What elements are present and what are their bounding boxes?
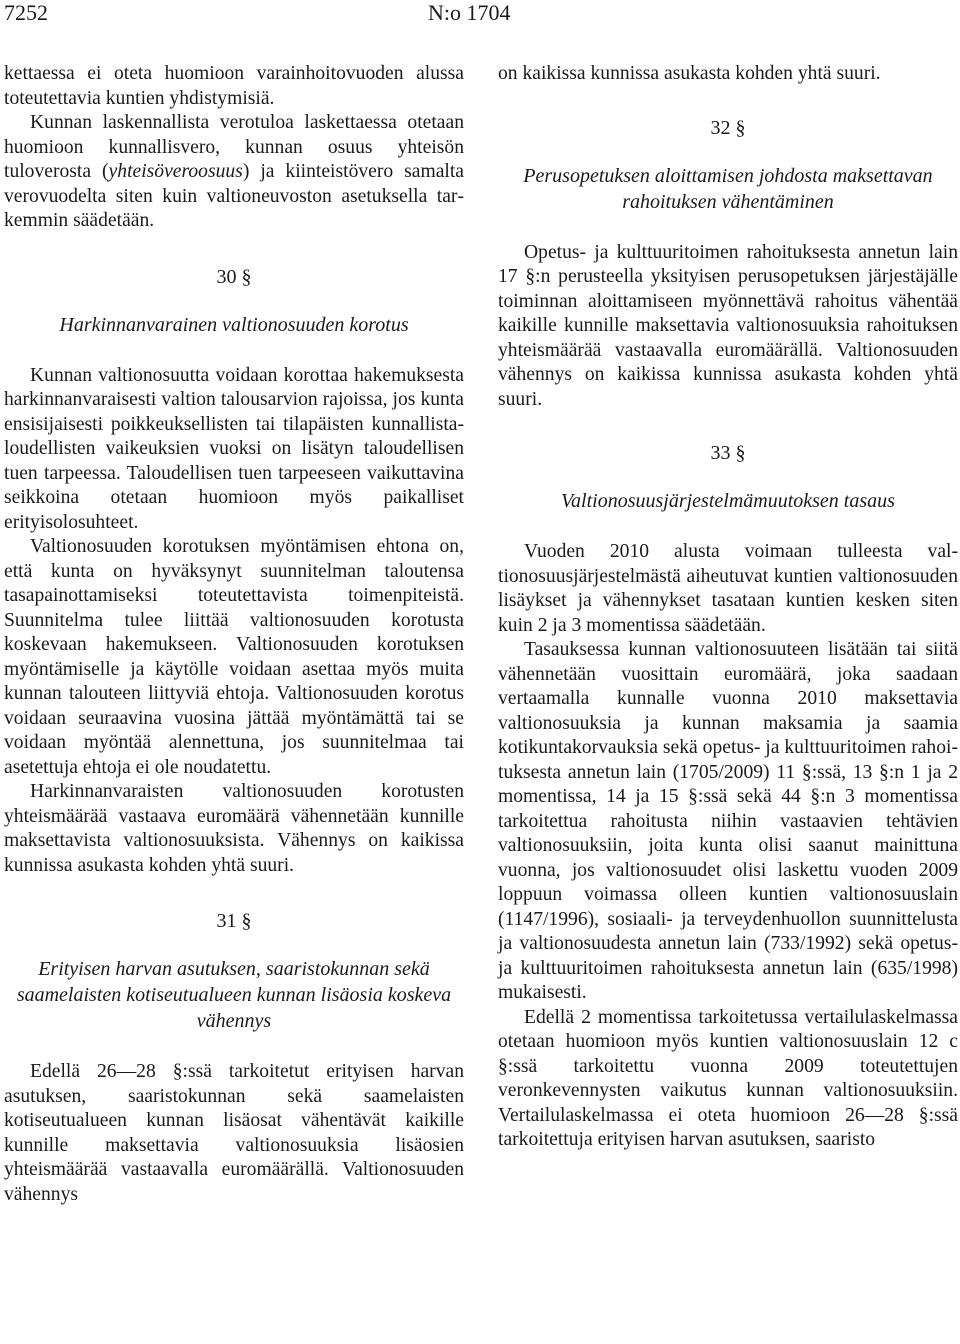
paragraph-text: ) ja kiinteistövero samalta verovuodelta siten kuin valtioneuvoston asetuksella tarkemmin säädetään.: [4, 161, 464, 231]
section-31-number: 31 §: [216, 910, 252, 932]
section-31-title: Erityisen harvan asutuksen, saaristokunnan sekä saamelaisten kotiseutualueen kunnan lisäosia koskeva vähennys: [16, 958, 452, 1032]
paragraph-tax-base: [4, 111, 464, 234]
left-column: [4, 62, 464, 1207]
page-header: [0, 0, 960, 26]
section-30-paragraph-3: Harkinnanvaraisten valtionosuuden korotusten yhteismäärää vastaava euromäärä vähennetään kunnille maksettavista valtionosuuksista. Vähennys on kaikissa kunnissa asukasta kohden yhtä suuri.: [4, 781, 464, 876]
italic-term: yhteisöveroosuus: [108, 161, 243, 182]
section-30-paragraph-1: Kunnan valtionosuutta voidaan korottaa hakemuksesta harkinnanvaraisesti valtion talousarvion rajoissa, jos kunta ensisijaisesti poikkeuksellisten tai tilapäisten kunnallistaloudellisten vaikeuksien vuoksi on lisätyn taloudellisen tuen tarpeessa. Taloudellisen tuen tarpeeseen vaikuttavina seikkoina otetaan huomioon myös paikalliset erityisolosuhteet.: [4, 364, 464, 533]
section-32-paragraph-1: Opetus- ja kulttuuritoimen rahoituksesta annetun lain 17 §:n perusteella yksityisen perusopetuksen järjestäjälle toiminnan aloittamiseen myönnettävä rahoitus vähentää kaikille kunnille maksettavia valtionosuuksia rahoituksen yhteismäärää vastaavalla euromäärällä. Valtionosuuden vähennys on kaikissa kunnissa asukasta kohden yhtä suuri.: [498, 241, 958, 410]
section-32-number: 32 §: [710, 116, 746, 139]
section-30-number: 30 §: [216, 265, 252, 288]
section-33-paragraph-3: Edellä 2 momentissa tarkoitetussa vertailulaskelmassa otetaan huomioon myös kuntien valtionosuuslain 12 c §:ssä tarkoitettu vuonna 2009 toteutettujen veronkevennysten vaikutus kunnan valtionosuuksiin. Vertailulaskelmassa ei oteta huomioon 26—28 §:ssä tarkoitettuja erityisen harvan asutuksen, saaristo: [498, 1006, 958, 1150]
section-33-number: 33 §: [710, 442, 746, 464]
section-30-paragraph-2: Valtionosuuden korotuksen myöntämisen ehtona on, että kunta on hyväksynyt suunnitelman taloutensa tasapainottamiseksi toteutettavista toimenpiteistä. Suunnitelma tulee liittää valtionosuuden korotusta koskevaan hakemukseen. Valtionosuuden korotuksen myöntämiselle ja käytölle voidaan asettaa myös muita kunnan talouteen liittyviä ehtoja. Valtionosuuden korotus voidaan seuraavina vuosina jättää myöntämättä tai se voidaan myöntää alennettuna, jos suunnitelmaa tai asetettuja ehtoja ei ole noudatettu.: [4, 536, 464, 778]
paragraph-continued: kettaessa ei oteta huomioon varainhoitovuoden alussa toteutettavia kuntien yhdistymisiä.: [4, 63, 464, 109]
section-32-title: Perusopetuksen aloittamisen johdosta maksettavan rahoituksen vähentäminen: [523, 164, 933, 213]
paragraph-continued: on kaikissa kunnissa asukasta kohden yhtä suuri.: [498, 63, 881, 84]
document-number: N:o 1704: [428, 0, 511, 25]
section-31-paragraph-1: Edellä 26—28 §:ssä tarkoitetut erityisen harvan asutuksen, saaristokunnan sekä saamelaisten kotiseutualueen kunnan lisäosat vähentävät kaikille kunnille maksettavia valtionosuuksia lisäosien yhteismäärää vastaavalla euromäärällä. Valtionosuuden vähennys: [4, 1061, 464, 1205]
section-30-title: Harkinnanvarainen valtionosuuden korotus: [59, 313, 409, 336]
section-33-paragraph-1: Vuoden 2010 alusta voimaan tulleesta valtionosuusjärjestelmästä aiheutuvat kuntien valtionosuuden lisäykset ja vähennykset tasataan kuntien kesken siten kuin 2 ja 3 momentissa säädetään.: [498, 541, 958, 636]
paragraph-text: Kunnan laskennallista verotuloa laskettaessa otetaan huomioon kunnallisvero, kunnan osuus yhteisön tuloverosta (: [4, 112, 464, 182]
page-number: 7252: [4, 0, 48, 25]
right-column: [498, 62, 958, 1153]
section-33-paragraph-2: Tasauksessa kunnan valtionosuuteen lisätään tai siitä vähennetään vuosittain euromäärä, joka saadaan vertaamalla kunnalle vuonna 2010 maksettavia valtionosuuksia ja kunnan maksamia ja saamia kotikuntakorvauksia sekä opetus- ja kulttuuritoimen rahoituksesta annetun lain (1705/2009) 11 §:ssä, 13 §:n 1 ja 2 momentissa, 14 ja 15 §:ssä sekä 44 §:n 3 momentissa tarkoitettua rahoitusta niihin vastaavien tehtävien valtionosuuksiin, joita kunta olisi saanut mainittuna vuonna, jos valtionosuudet olisi laskettu vuoden 2009 loppuun voimassa olleen kuntien valtionosuuslain (1147/1996), sosiaali- ja terveydenhuollon suunnittelusta ja valtionosuudesta annetun lain (733/1992) sekä opetus- ja kulttuuritoimen rahoituksesta annetun lain (635/1998) mukaisesti.: [498, 639, 958, 1003]
section-33-title: Valtionosuusjärjestelmämuutoksen tasaus: [561, 490, 895, 512]
